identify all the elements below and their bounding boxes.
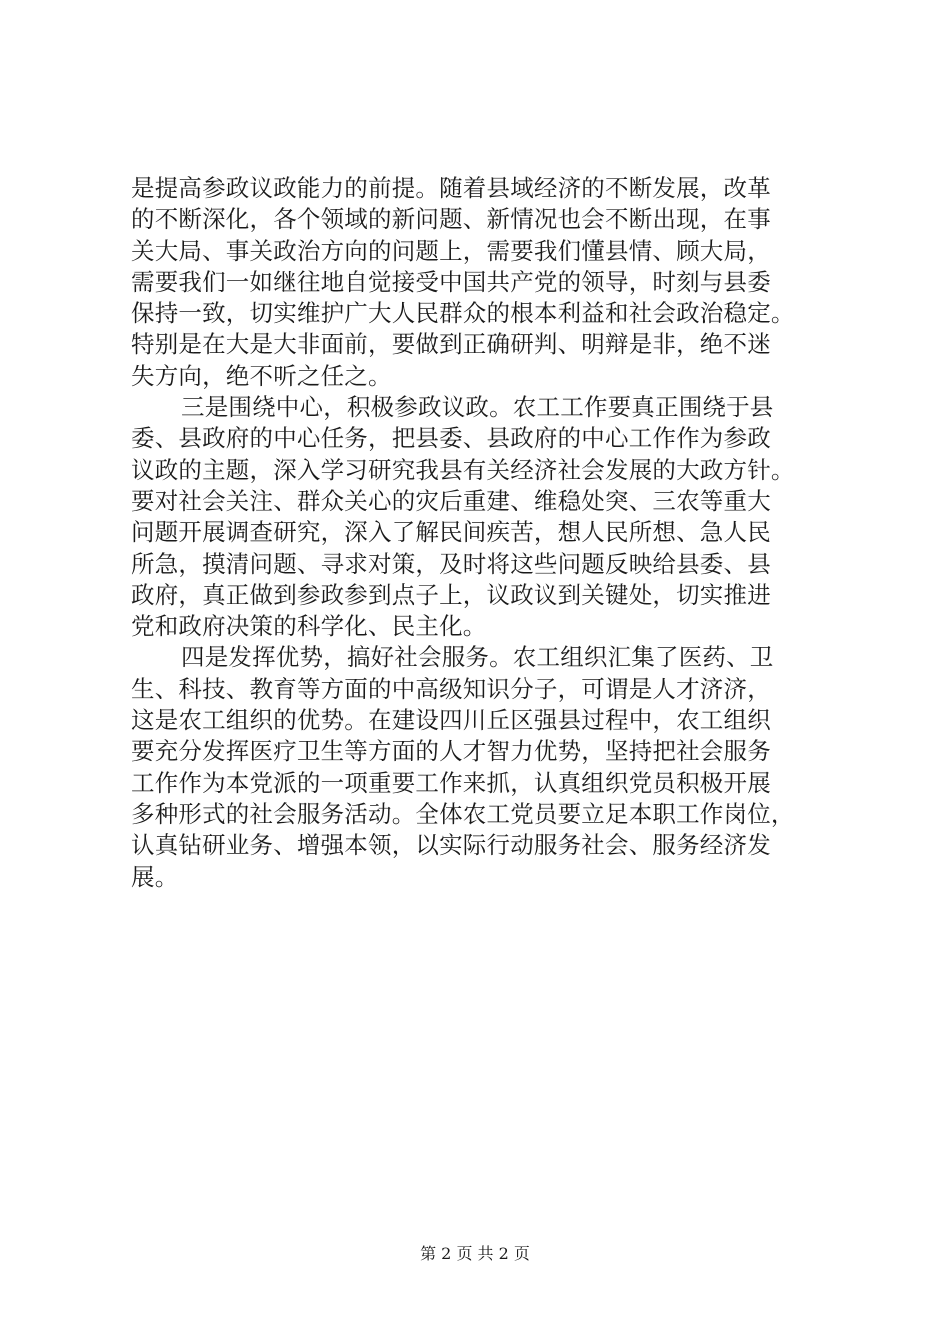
- text-line: 议政的主题，深入学习研究我县有关经济社会发展的大政方针。: [131, 455, 795, 484]
- text-line: 关大局、事关政治方向的问题上，需要我们懂县情、顾大局，: [131, 236, 771, 265]
- text-line: 要充分发挥医疗卫生等方面的人才智力优势，坚持把社会服务: [131, 737, 771, 766]
- text-line: 问题开展调查研究，深入了解民间疾苦，想人民所想、急人民: [131, 518, 771, 547]
- text-line: 政府，真正做到参政参到点子上，议政议到关键处，切实推进: [131, 580, 771, 609]
- page-footer: 第 2 页 共 2 页: [420, 1244, 530, 1263]
- text-line: 四是发挥优势，搞好社会服务。农工组织汇集了医药、卫: [181, 643, 774, 672]
- text-line: 委、县政府的中心任务，把县委、县政府的中心工作作为参政: [131, 424, 771, 453]
- text-line: 是提高参政议政能力的前提。随着县域经济的不断发展，改革: [131, 174, 771, 202]
- text-line: 生、科技、教育等方面的中高级知识分子，可谓是人才济济，: [131, 674, 771, 703]
- text-line: 认真钻研业务、增强本领，以实际行动服务社会、服务经济发: [131, 831, 771, 860]
- text-line: 这是农工组织的优势。在建设四川丘区强县过程中，农工组织: [131, 706, 771, 735]
- text-line: 三是围绕中心，积极参政议政。农工工作要真正围绕于县: [181, 393, 774, 422]
- text-line: 保持一致，切实维护广大人民群众的根本利益和社会政治稳定。: [131, 299, 795, 328]
- text-line: 的不断深化，各个领域的新问题、新情况也会不断出现，在事: [131, 205, 771, 234]
- text-line: 失方向，绝不听之任之。: [131, 361, 392, 390]
- text-line: 党和政府决策的科学化、民主化。: [131, 612, 487, 641]
- text-line: 要对社会关注、群众关心的灾后重建、维稳处突、三农等重大: [131, 486, 771, 515]
- document-body: [131, 173, 831, 893]
- text-line: 特别是在大是大非面前，要做到正确研判、明辩是非，绝不迷: [131, 330, 771, 359]
- text-line: 展。: [131, 862, 179, 891]
- text-line: 多种形式的社会服务活动。全体农工党员要立足本职工作岗位，: [131, 799, 795, 828]
- text-line: 工作作为本党派的一项重要工作来抓，认真组织党员积极开展: [131, 768, 771, 797]
- text-line: 需要我们一如继往地自觉接受中国共产党的领导，时刻与县委: [131, 267, 771, 296]
- text-line: 所急，摸清问题、寻求对策，及时将这些问题反映给县委、县: [131, 549, 771, 578]
